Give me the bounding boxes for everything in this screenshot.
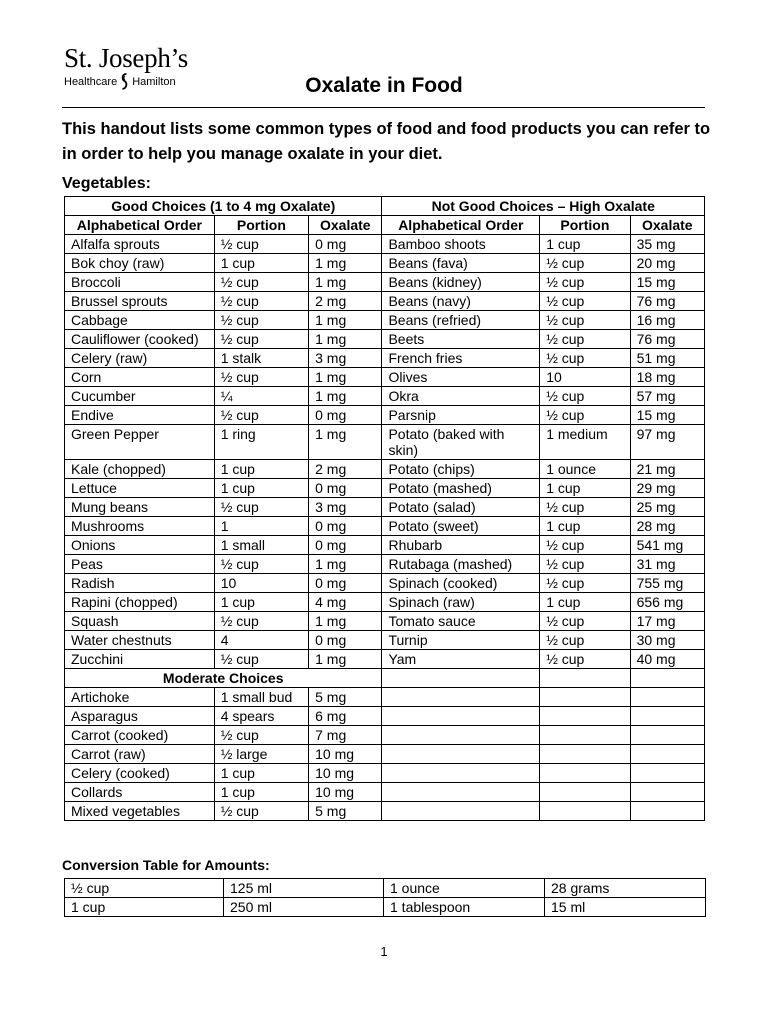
portion-cell: ½ cup	[214, 650, 308, 669]
oxalate-cell: 57 mg	[630, 387, 704, 406]
empty-cell	[540, 802, 630, 821]
table-row	[65, 898, 706, 917]
food-cell: Potato (salad)	[382, 498, 540, 517]
empty-cell	[630, 783, 704, 802]
empty-cell	[382, 745, 540, 764]
food-cell: Endive	[65, 406, 215, 425]
table-row	[65, 368, 705, 387]
food-cell: Beans (refried)	[382, 311, 540, 330]
page-title: Oxalate in Food	[305, 74, 463, 97]
table-row	[65, 802, 705, 821]
portion-cell: 1 ounce	[540, 460, 630, 479]
table-row	[65, 311, 705, 330]
empty-cell	[382, 688, 540, 707]
portion-cell: ½ cup	[540, 330, 630, 349]
food-cell: Corn	[65, 368, 215, 387]
food-cell: Squash	[65, 612, 215, 631]
table-row	[65, 406, 705, 425]
portion-cell: ½ cup	[214, 368, 308, 387]
oxalate-cell: 1 mg	[309, 555, 382, 574]
column-header: Oxalate	[630, 216, 704, 235]
food-cell: Radish	[65, 574, 215, 593]
food-cell: Brussel sprouts	[65, 292, 215, 311]
food-cell: Potato (baked with skin)	[382, 425, 540, 460]
empty-cell	[630, 707, 704, 726]
table-row	[65, 330, 705, 349]
oxalate-cell: 1 mg	[309, 650, 382, 669]
portion-cell: 1	[214, 517, 308, 536]
oxalate-cell: 0 mg	[309, 517, 382, 536]
food-cell: Cabbage	[65, 311, 215, 330]
oxalate-cell: 4 mg	[309, 593, 382, 612]
table-row	[65, 536, 705, 555]
table-row	[65, 425, 705, 460]
food-cell: Spinach (raw)	[382, 593, 540, 612]
portion-cell: ½ cup	[540, 536, 630, 555]
food-cell: Yam	[382, 650, 540, 669]
oxalate-cell: 40 mg	[630, 650, 704, 669]
table-row	[65, 235, 705, 254]
oxalate-cell: 0 mg	[309, 574, 382, 593]
portion-cell: ½ cup	[214, 726, 308, 745]
table-row	[65, 349, 705, 368]
table-row	[65, 254, 705, 273]
food-cell: Cauliflower (cooked)	[65, 330, 215, 349]
food-cell: Beets	[382, 330, 540, 349]
food-cell: Onions	[65, 536, 215, 555]
logo-left-text: Healthcare	[64, 75, 118, 88]
portion-cell: ½ cup	[214, 292, 308, 311]
empty-cell	[382, 669, 540, 688]
portion-cell: ½ cup	[540, 292, 630, 311]
oxalate-cell: 10 mg	[309, 764, 382, 783]
empty-cell	[630, 688, 704, 707]
food-cell: Rhubarb	[382, 536, 540, 555]
column-header: Alphabetical Order	[65, 216, 215, 235]
food-cell: Parsnip	[382, 406, 540, 425]
table-row	[65, 517, 705, 536]
column-header: Oxalate	[309, 216, 382, 235]
food-cell: Mushrooms	[65, 517, 215, 536]
logo-right-text: Hamilton	[132, 75, 176, 88]
good-choices-header: Good Choices (1 to 4 mg Oxalate)	[65, 197, 382, 216]
food-cell: Mung beans	[65, 498, 215, 517]
empty-cell	[540, 726, 630, 745]
food-cell: Collards	[65, 783, 215, 802]
table-row	[65, 273, 705, 292]
food-cell: Peas	[65, 555, 215, 574]
oxalate-cell: 76 mg	[630, 292, 704, 311]
oxalate-cell: 76 mg	[630, 330, 704, 349]
amount-cell: 1 ounce	[384, 879, 545, 898]
portion-cell: 1 cup	[540, 235, 630, 254]
amount-cell: 1 tablespoon	[384, 898, 545, 917]
portion-cell: 1 cup	[214, 460, 308, 479]
table-row	[65, 460, 705, 479]
oxalate-cell: 51 mg	[630, 349, 704, 368]
oxalate-cell: 0 mg	[309, 406, 382, 425]
column-header-row	[65, 216, 705, 235]
oxalate-cell: 10 mg	[309, 745, 382, 764]
oxalate-cell: 16 mg	[630, 311, 704, 330]
portion-cell: 1 cup	[540, 593, 630, 612]
oxalate-cell: 5 mg	[309, 688, 382, 707]
portion-cell: ½ cup	[540, 254, 630, 273]
portion-cell: 1 medium	[540, 425, 630, 460]
portion-cell: ½ cup	[214, 273, 308, 292]
food-cell: Beans (kidney)	[382, 273, 540, 292]
empty-cell	[540, 764, 630, 783]
oxalate-cell: 1 mg	[309, 330, 382, 349]
food-cell: Potato (chips)	[382, 460, 540, 479]
empty-cell	[630, 745, 704, 764]
oxalate-cell: 0 mg	[309, 479, 382, 498]
table-row	[65, 707, 705, 726]
portion-cell: 1 cup	[214, 479, 308, 498]
oxalate-cell: 1 mg	[309, 273, 382, 292]
food-cell: Potato (sweet)	[382, 517, 540, 536]
empty-cell	[382, 802, 540, 821]
oxalate-cell: 3 mg	[309, 498, 382, 517]
oxalate-cell: 15 mg	[630, 273, 704, 292]
table-row	[65, 498, 705, 517]
empty-cell	[382, 783, 540, 802]
oxalate-cell: 2 mg	[309, 460, 382, 479]
oxalate-cell: 1 mg	[309, 311, 382, 330]
conversion-table	[64, 878, 706, 917]
empty-cell	[630, 726, 704, 745]
food-cell: Artichoke	[65, 688, 215, 707]
oxalate-cell: 1 mg	[309, 425, 382, 460]
oxalate-cell: 28 mg	[630, 517, 704, 536]
portion-cell: 4 spears	[214, 707, 308, 726]
food-cell: French fries	[382, 349, 540, 368]
oxalate-cell: 755 mg	[630, 574, 704, 593]
food-cell: Beans (navy)	[382, 292, 540, 311]
amount-cell: 1 cup	[65, 898, 224, 917]
food-cell: Potato (mashed)	[382, 479, 540, 498]
portion-cell: 1 cup	[214, 593, 308, 612]
table-row	[65, 783, 705, 802]
oxalate-cell: 0 mg	[309, 235, 382, 254]
table-row	[65, 631, 705, 650]
oxalate-cell: 0 mg	[309, 631, 382, 650]
oxalate-cell: 3 mg	[309, 349, 382, 368]
oxalate-cell: 25 mg	[630, 498, 704, 517]
oxalate-cell: 6 mg	[309, 707, 382, 726]
food-cell: Turnip	[382, 631, 540, 650]
food-cell: Okra	[382, 387, 540, 406]
portion-cell: 1 cup	[214, 764, 308, 783]
portion-cell: ½ cup	[214, 235, 308, 254]
empty-cell	[382, 764, 540, 783]
food-cell: Asparagus	[65, 707, 215, 726]
empty-cell	[382, 707, 540, 726]
food-cell: Tomato sauce	[382, 612, 540, 631]
portion-cell: ½ cup	[540, 498, 630, 517]
food-cell: Olives	[382, 368, 540, 387]
oxalate-cell: 29 mg	[630, 479, 704, 498]
portion-cell: ½ cup	[214, 802, 308, 821]
table-row	[65, 688, 705, 707]
amount-cell: ½ cup	[65, 879, 224, 898]
oxalate-cell: 1 mg	[309, 368, 382, 387]
food-cell: Carrot (raw)	[65, 745, 215, 764]
empty-cell	[540, 707, 630, 726]
empty-cell	[630, 669, 704, 688]
portion-cell: 1 small bud	[214, 688, 308, 707]
portion-cell: 1 small	[214, 536, 308, 555]
food-cell: Bamboo shoots	[382, 235, 540, 254]
table-row	[65, 726, 705, 745]
vegetables-heading: Vegetables:	[62, 175, 151, 192]
oxalate-cell: 1 mg	[309, 254, 382, 273]
oxalate-cell: 1 mg	[309, 612, 382, 631]
food-cell: Spinach (cooked)	[382, 574, 540, 593]
portion-cell: ½ cup	[540, 349, 630, 368]
portion-cell: ½ cup	[214, 555, 308, 574]
food-cell: Rapini (chopped)	[65, 593, 215, 612]
moderate-choices-header: Moderate Choices	[65, 669, 382, 688]
column-header: Alphabetical Order	[382, 216, 540, 235]
portion-cell: 10	[540, 368, 630, 387]
column-header: Portion	[214, 216, 308, 235]
food-cell: Celery (cooked)	[65, 764, 215, 783]
portion-cell: ½ large	[214, 745, 308, 764]
empty-cell	[630, 764, 704, 783]
portion-cell: ½ cup	[214, 311, 308, 330]
empty-cell	[540, 745, 630, 764]
food-cell: Zucchini	[65, 650, 215, 669]
table-row	[65, 555, 705, 574]
food-cell: Kale (chopped)	[65, 460, 215, 479]
not-good-choices-header: Not Good Choices – High Oxalate	[382, 197, 705, 216]
portion-cell: ½ cup	[214, 330, 308, 349]
oxalate-cell: 15 mg	[630, 406, 704, 425]
portion-cell: ½ cup	[540, 574, 630, 593]
empty-cell	[540, 669, 630, 688]
table-row	[65, 387, 705, 406]
portion-cell: 1 cup	[214, 783, 308, 802]
table-row	[65, 612, 705, 631]
food-cell: Broccoli	[65, 273, 215, 292]
conversion-heading: Conversion Table for Amounts:	[62, 857, 270, 873]
empty-cell	[540, 783, 630, 802]
table-row	[65, 764, 705, 783]
portion-cell: ¼	[214, 387, 308, 406]
food-cell: Water chestnuts	[65, 631, 215, 650]
oxalate-cell: 5 mg	[309, 802, 382, 821]
oxalate-cell: 35 mg	[630, 235, 704, 254]
food-cell: Rutabaga (mashed)	[382, 555, 540, 574]
oxalate-cell: 7 mg	[309, 726, 382, 745]
empty-cell	[382, 726, 540, 745]
equivalent-cell: 125 ml	[224, 879, 384, 898]
table-row	[65, 650, 705, 669]
column-header: Portion	[540, 216, 630, 235]
portion-cell: ½ cup	[540, 631, 630, 650]
table-row	[65, 745, 705, 764]
vegetables-table	[64, 196, 705, 821]
intro-text: This handout lists some common types of food and food products you can refer to in order to help you manage oxalate in your diet.	[62, 120, 711, 163]
group-header-row	[65, 197, 705, 216]
moderate-header-row	[65, 669, 705, 688]
oxalate-cell: 17 mg	[630, 612, 704, 631]
oxalate-cell: 21 mg	[630, 460, 704, 479]
portion-cell: ½ cup	[214, 498, 308, 517]
oxalate-cell: 18 mg	[630, 368, 704, 387]
oxalate-cell: 2 mg	[309, 292, 382, 311]
logo-name: St. Joseph’s	[64, 43, 188, 73]
portion-cell: 10	[214, 574, 308, 593]
food-cell: Celery (raw)	[65, 349, 215, 368]
empty-cell	[540, 688, 630, 707]
table-row	[65, 879, 706, 898]
equivalent-cell: 15 ml	[545, 898, 706, 917]
table-row	[65, 574, 705, 593]
food-cell: Mixed vegetables	[65, 802, 215, 821]
oxalate-cell: 20 mg	[630, 254, 704, 273]
empty-cell	[630, 802, 704, 821]
portion-cell: 1 cup	[214, 254, 308, 273]
food-cell: Bok choy (raw)	[65, 254, 215, 273]
food-cell: Alfalfa sprouts	[65, 235, 215, 254]
portion-cell: ½ cup	[540, 555, 630, 574]
portion-cell: ½ cup	[540, 273, 630, 292]
portion-cell: ½ cup	[540, 311, 630, 330]
food-cell: Beans (fava)	[382, 254, 540, 273]
oxalate-cell: 30 mg	[630, 631, 704, 650]
portion-cell: ½ cup	[214, 612, 308, 631]
oxalate-cell: 31 mg	[630, 555, 704, 574]
portion-cell: 1 stalk	[214, 349, 308, 368]
oxalate-cell: 10 mg	[309, 783, 382, 802]
table-row	[65, 479, 705, 498]
equivalent-cell: 250 ml	[224, 898, 384, 917]
food-cell: Green Pepper	[65, 425, 215, 460]
oxalate-cell: 541 mg	[630, 536, 704, 555]
table-row	[65, 292, 705, 311]
equivalent-cell: 28 grams	[545, 879, 706, 898]
portion-cell: ½ cup	[540, 612, 630, 631]
portion-cell: ½ cup	[540, 387, 630, 406]
portion-cell: ½ cup	[214, 406, 308, 425]
page-number: 1	[380, 944, 388, 959]
portion-cell: 4	[214, 631, 308, 650]
title-divider	[62, 107, 705, 108]
portion-cell: ½ cup	[540, 650, 630, 669]
food-cell: Lettuce	[65, 479, 215, 498]
portion-cell: 1 cup	[540, 517, 630, 536]
food-cell: Carrot (cooked)	[65, 726, 215, 745]
portion-cell: 1 cup	[540, 479, 630, 498]
food-cell: Cucumber	[65, 387, 215, 406]
portion-cell: 1 ring	[214, 425, 308, 460]
oxalate-cell: 97 mg	[630, 425, 704, 460]
oxalate-cell: 0 mg	[309, 536, 382, 555]
portion-cell: ½ cup	[540, 406, 630, 425]
oxalate-cell: 1 mg	[309, 387, 382, 406]
oxalate-cell: 656 mg	[630, 593, 704, 612]
table-row	[65, 593, 705, 612]
